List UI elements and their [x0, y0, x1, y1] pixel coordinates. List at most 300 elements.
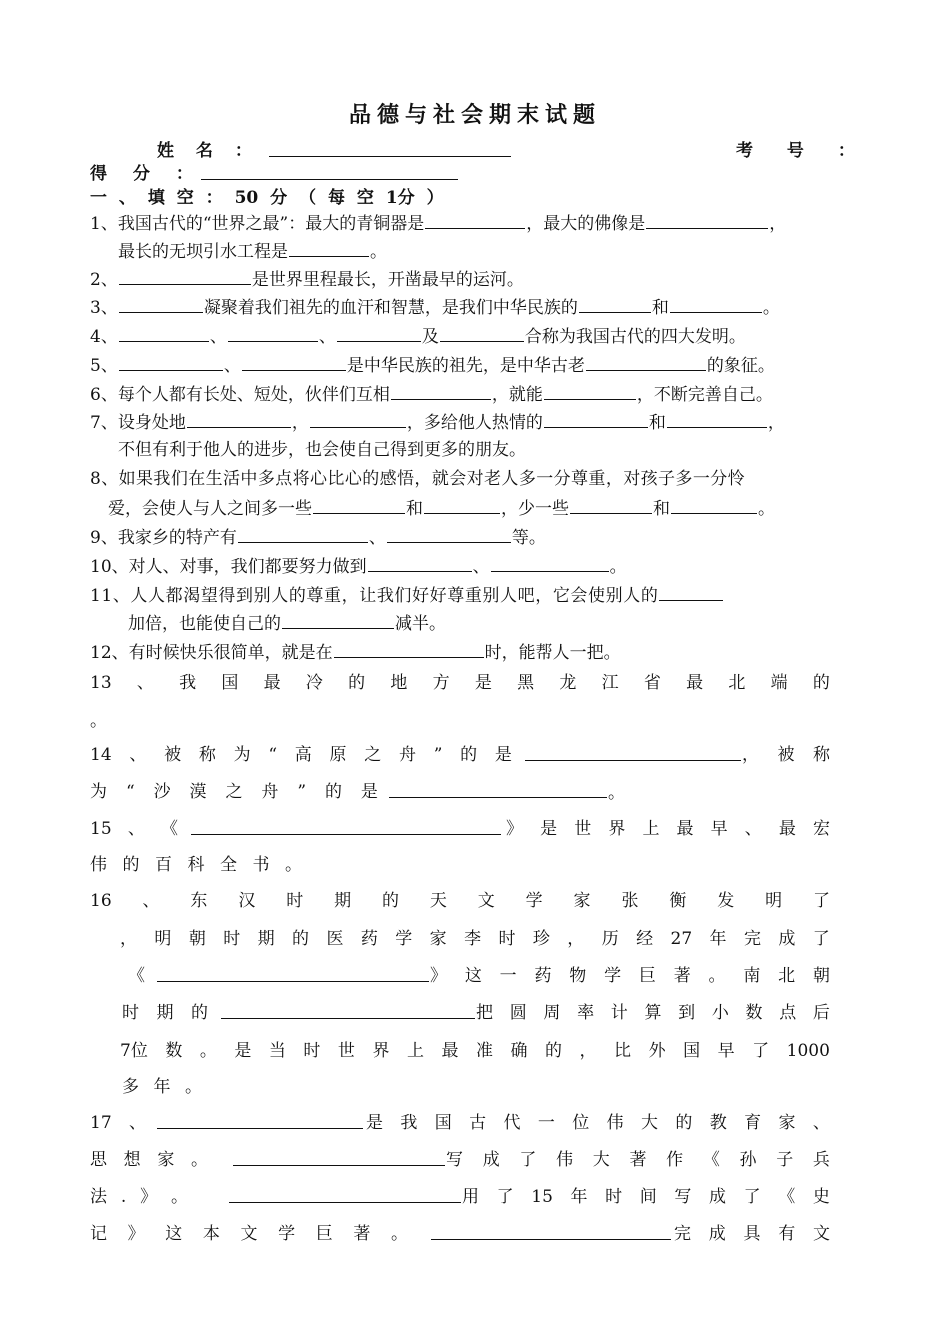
q5-blank-2[interactable]: [242, 354, 346, 371]
q12-text-b: 时，能帮人一把。: [484, 643, 621, 663]
text-char: 是: [366, 1113, 383, 1133]
q3-blank-2[interactable]: [579, 296, 651, 313]
text-char: 伟: [90, 855, 107, 875]
text-char: 发: [717, 891, 735, 911]
text-char: 时: [605, 1187, 623, 1207]
q8-blank-3[interactable]: [570, 497, 652, 514]
question-1: [90, 212, 786, 235]
q3-blank-1[interactable]: [119, 296, 203, 313]
text-char: 界: [608, 819, 626, 839]
text-char: 国: [221, 673, 239, 693]
text-char: 是: [234, 1041, 252, 1061]
text-char: 最: [263, 673, 281, 693]
text-char: 。: [185, 1077, 202, 1097]
text-char: 的: [545, 1041, 563, 1061]
question-16: [90, 890, 830, 912]
text-char: 了: [743, 1187, 761, 1207]
text-char: 周: [543, 1003, 561, 1023]
text-char: 当: [268, 1041, 286, 1061]
q4-blank-2[interactable]: [228, 325, 318, 342]
question-11: [90, 584, 724, 607]
question-16-line2: [120, 928, 830, 950]
text-char: 期: [257, 929, 275, 949]
text-char: 李: [464, 929, 482, 949]
q2-num: 2、: [90, 270, 118, 290]
question-11-cont: [128, 612, 446, 635]
text-char: 江: [601, 673, 619, 693]
q7-blank-2[interactable]: [310, 411, 406, 428]
q11-text-b: 加倍，也能使自己的: [128, 614, 281, 634]
text-char: 北: [778, 966, 796, 986]
q10-blank-1[interactable]: [368, 555, 472, 572]
q5-sep: 、: [223, 356, 241, 376]
q4-text: 合称为我国古代的四大发明。: [524, 327, 746, 347]
question-2: [90, 268, 524, 291]
text-char: 世: [337, 1041, 355, 1061]
text-char: 、: [129, 1113, 146, 1133]
q1-blank-1[interactable]: [425, 212, 525, 229]
text-char: 后: [812, 1003, 830, 1023]
text-char: 是: [360, 782, 378, 802]
text-char: 史: [812, 1187, 830, 1207]
q4-sep-1: 、: [209, 327, 227, 347]
question-8: 8、如果我们在生活中多点将心比心的感悟，就会对老人多一分尊重，对孩子多一分怜: [90, 469, 746, 489]
q9-blank-1[interactable]: [238, 526, 368, 543]
question-17-line4-a: [90, 1223, 408, 1245]
q5-text-d: 的象征。: [706, 356, 775, 376]
text-char: 。: [285, 855, 302, 875]
q9-text: 9、我家乡的特产有: [90, 528, 237, 548]
text-char: 的: [812, 673, 830, 693]
text-char: 端: [770, 673, 788, 693]
text-char: 时: [303, 1041, 321, 1061]
text-char: 成: [482, 1150, 500, 1170]
text-char: 7位: [120, 1041, 148, 1061]
text-char: 、: [142, 891, 160, 911]
text-char: ，: [120, 929, 137, 949]
q3-text-c: 和: [651, 298, 669, 318]
q1-text-c: ，: [769, 214, 787, 234]
text-char: 16: [90, 891, 112, 911]
name-label: 姓 名 ：: [157, 141, 260, 161]
q8-blank-2[interactable]: [424, 497, 500, 514]
text-char: 汉: [238, 891, 256, 911]
q8-blank-4[interactable]: [671, 497, 757, 514]
text-char: 我: [400, 1113, 418, 1133]
text-char: “: [125, 782, 135, 802]
text-char: 子: [776, 1150, 794, 1170]
text-char: 药: [534, 966, 552, 986]
text-char: 了: [496, 1187, 514, 1207]
text-char: ，: [579, 1041, 597, 1061]
exam-number-label: 考 号 ：: [736, 141, 869, 161]
question-5: [90, 354, 775, 377]
q5-num: 5、: [90, 356, 118, 376]
q10-sep: 、: [472, 557, 490, 577]
score-field[interactable]: [201, 163, 458, 180]
q6-text: 6、每个人都有长处、短处，伙伴们互相: [90, 385, 390, 405]
question-6: [90, 383, 773, 406]
text-char: “: [268, 745, 278, 765]
q6-text-c: ，不断完善自己。: [636, 385, 773, 405]
text-char: 的: [381, 891, 399, 911]
text-char: 把: [476, 1003, 493, 1023]
text-char: 外: [648, 1041, 666, 1061]
text-char: 年: [709, 929, 727, 949]
q1-blank-2[interactable]: [646, 212, 768, 229]
text-char: 家: [157, 1150, 175, 1170]
text-char: 小: [711, 1003, 729, 1023]
q3-num: 3、: [90, 298, 118, 318]
text-char: 南: [743, 966, 761, 986]
text-char: 》: [506, 819, 523, 839]
text-char: 时: [223, 929, 241, 949]
text-char: 世: [574, 819, 592, 839]
text-char: 最: [676, 819, 694, 839]
q7-blank-4[interactable]: [667, 411, 767, 428]
text-char: 巨: [638, 966, 656, 986]
text-char: 、: [127, 819, 145, 839]
text-char: 上: [642, 819, 660, 839]
question-9: [90, 526, 546, 549]
text-char: 上: [406, 1041, 424, 1061]
text-char: 早: [717, 1041, 735, 1061]
text-char: 国: [434, 1113, 452, 1133]
question-14-b: [742, 744, 830, 766]
q12-blank-1[interactable]: [334, 641, 484, 658]
q6-text-b: ，就能: [491, 385, 543, 405]
q15-blank-1[interactable]: [191, 818, 501, 835]
q4-sep-3: 及: [421, 327, 439, 347]
text-char: 著: [353, 1224, 371, 1244]
text-char: 珍: [532, 929, 550, 949]
text-char: 原: [329, 745, 347, 765]
text-char: 早: [710, 819, 728, 839]
q14-blank-1[interactable]: [525, 744, 741, 761]
question-16-line6: [122, 1076, 202, 1098]
text-char: 法: [90, 1187, 107, 1207]
text-char: 的: [460, 745, 478, 765]
text-char: 张: [621, 891, 639, 911]
text-char: 国: [683, 1041, 701, 1061]
text-char: 。: [199, 1041, 217, 1061]
question-17-b: [366, 1112, 830, 1134]
text-char: 经: [636, 929, 654, 949]
question-13: [90, 672, 830, 694]
text-char: 圆: [509, 1003, 527, 1023]
text-char: 医: [326, 929, 344, 949]
question-4: [90, 325, 746, 348]
text-char: 界: [372, 1041, 390, 1061]
text-char: 著: [673, 966, 691, 986]
q12-text: 12、有时候快乐很简单，就是在: [90, 643, 333, 663]
text-char: 》: [430, 966, 447, 986]
text-char: 的: [122, 855, 140, 875]
text-char: 家: [573, 891, 591, 911]
text-char: 天: [429, 891, 447, 911]
text-char: 写: [674, 1187, 692, 1207]
text-char: 我: [179, 673, 197, 693]
text-char: 完: [743, 929, 761, 949]
question-3: [90, 296, 780, 319]
text-char: 计: [610, 1003, 628, 1023]
q7-blank-1[interactable]: [187, 411, 291, 428]
q17-blank-4[interactable]: [431, 1223, 671, 1240]
text-char: 《: [128, 966, 145, 986]
text-char: 比: [614, 1041, 632, 1061]
text-char: 了: [813, 891, 830, 911]
text-char: 年: [153, 1077, 171, 1097]
text-char: 朝: [812, 966, 830, 986]
text-char: 写: [446, 1150, 463, 1170]
text-char: 多: [122, 1077, 139, 1097]
question-17-line3-b: [462, 1186, 830, 1208]
text-char: 科: [187, 855, 205, 875]
text-char: ，: [742, 745, 759, 765]
text-char: 高: [294, 745, 312, 765]
question-17-line4-b: [674, 1223, 830, 1245]
q9-blank-2[interactable]: [387, 526, 511, 543]
text-char: 漠: [189, 782, 207, 802]
q1-blank-3[interactable]: [289, 240, 369, 257]
text-char: 伟: [606, 1113, 624, 1133]
q2-text: 是世界里程最长，开凿最早的运河。: [251, 270, 524, 290]
text-char: 之: [364, 745, 382, 765]
text-char: 育: [744, 1113, 762, 1133]
text-char: 书: [252, 855, 270, 875]
text-char: 了: [812, 929, 830, 949]
text-char: 间: [639, 1187, 657, 1207]
q8-text-c: 和: [406, 499, 423, 519]
question-1-cont: [118, 240, 387, 263]
q3-blank-3[interactable]: [670, 296, 762, 313]
text-char: 北: [728, 673, 746, 693]
text-char: 数: [745, 1003, 763, 1023]
text-char: .: [120, 1187, 127, 1207]
text-char: 冷: [305, 673, 323, 693]
text-char: 全: [220, 855, 237, 875]
text-char: ，: [567, 929, 585, 949]
question-16-line3-b: [430, 965, 830, 987]
text-char: 物: [569, 966, 587, 986]
text-char: 黑: [517, 673, 535, 693]
text-char: 最: [441, 1041, 459, 1061]
text-char: 家: [429, 929, 447, 949]
text-char: 》: [127, 1224, 145, 1244]
text-char: 完: [674, 1224, 691, 1244]
text-char: 一: [537, 1113, 555, 1133]
question-10: [90, 555, 627, 578]
text-char: 《: [160, 819, 178, 839]
text-char: 学: [395, 929, 413, 949]
q6-blank-1[interactable]: [391, 383, 491, 400]
text-char: 代: [503, 1113, 521, 1133]
question-15: [90, 818, 178, 840]
q11-text: 11、人人都渴望得到别人的尊重，让我们好好尊重别人吧，它会使别人的: [90, 586, 659, 606]
text-char: 学: [604, 966, 622, 986]
q5-blank-1[interactable]: [119, 354, 223, 371]
question-16-line4-a: [122, 1002, 208, 1024]
question-17-line2-a: [90, 1149, 208, 1171]
text-char: 有: [778, 1224, 796, 1244]
text-char: 沙: [153, 782, 171, 802]
question-16-line5: [120, 1040, 830, 1062]
text-char: 1000: [786, 1041, 830, 1061]
text-char: 13: [90, 673, 112, 693]
score-label: 得 分 ：: [90, 164, 203, 184]
name-field[interactable]: [269, 140, 511, 157]
page-title: 品德与社会期末试题: [348, 102, 601, 128]
text-char: 衡: [669, 891, 687, 911]
q5-text: 是中华民族的祖先，是中华古老: [346, 356, 585, 376]
q7-text-c: ，多给他人热情的: [406, 413, 543, 433]
text-char: 成: [778, 929, 796, 949]
text-char: 之: [225, 782, 243, 802]
question-8-cont: [108, 497, 775, 520]
text-char: 。: [708, 966, 726, 986]
text-char: 这: [165, 1224, 183, 1244]
q10-text: 10、对人、对事，我们都要努力做到: [90, 557, 367, 577]
q14-blank-2[interactable]: [389, 781, 607, 798]
question-12: [90, 641, 621, 664]
q6-blank-2[interactable]: [544, 383, 636, 400]
text-char: 孙: [739, 1150, 757, 1170]
text-char: 为: [233, 745, 251, 765]
text-char: 17: [90, 1113, 112, 1133]
text-char: 文: [477, 891, 495, 911]
text-char: 的: [675, 1113, 693, 1133]
text-char: 的: [191, 1003, 208, 1023]
text-char: 作: [666, 1150, 684, 1170]
text-char: 被: [777, 745, 795, 765]
question-16-line3-a: [128, 965, 148, 987]
text-char: 舟: [261, 782, 279, 802]
q8-text-b: 爱，会使人与人之间多一些: [108, 499, 312, 519]
question-17-line3-a: [90, 1186, 188, 1208]
text-char: 大: [641, 1113, 658, 1133]
text-char: 巨: [315, 1224, 333, 1244]
text-char: 成: [708, 1224, 726, 1244]
q4-blank-3[interactable]: [337, 325, 421, 342]
text-char: 的: [348, 673, 366, 693]
text-char: 舟: [398, 745, 416, 765]
text-char: 15: [531, 1187, 553, 1207]
q9-text-c: 等。: [511, 528, 546, 548]
text-char: 文: [813, 1224, 830, 1244]
text-char: 宏: [812, 819, 830, 839]
text-char: 、: [129, 745, 147, 765]
text-char: 文: [240, 1224, 258, 1244]
q1-text-b: ，最大的佛像是: [526, 214, 646, 234]
text-char: 时: [286, 891, 304, 911]
text-char: 14: [90, 745, 112, 765]
q17-blank-1[interactable]: [157, 1112, 363, 1129]
text-char: 明: [765, 891, 783, 911]
text-char: 兵: [812, 1150, 830, 1170]
text-char: 思: [90, 1150, 107, 1170]
q16-blank-2[interactable]: [221, 1002, 475, 1019]
q7-text: 7、设身处地: [90, 413, 186, 433]
text-char: 最: [778, 819, 796, 839]
q4-num: 4、: [90, 327, 118, 347]
text-char: 期: [334, 891, 352, 911]
text-char: 成: [709, 1187, 727, 1207]
text-char: 本: [202, 1224, 220, 1244]
text-char: 著: [629, 1150, 647, 1170]
text-char: 用: [462, 1187, 479, 1207]
text-char: 药: [360, 929, 378, 949]
text-char: 率: [577, 1003, 595, 1023]
q10-blank-2[interactable]: [491, 555, 609, 572]
text-char: 龙: [559, 673, 577, 693]
text-char: 算: [644, 1003, 662, 1023]
text-char: 时: [122, 1003, 139, 1023]
q5-blank-3[interactable]: [586, 354, 706, 371]
q7-text-e: ，: [767, 413, 785, 433]
text-char: ”: [297, 782, 307, 802]
text-char: 是: [540, 819, 558, 839]
q17-blank-3[interactable]: [229, 1186, 461, 1203]
text-char: 《: [778, 1187, 796, 1207]
text-char: 确: [510, 1041, 528, 1061]
q8-text-f: 。: [758, 499, 775, 519]
text-char: 是: [474, 673, 492, 693]
q2-blank-1[interactable]: [119, 268, 251, 285]
q4-blank-1[interactable]: [119, 325, 209, 342]
text-char: 一: [499, 966, 517, 986]
q1-text-e: 。: [370, 242, 387, 262]
q17-blank-2[interactable]: [233, 1149, 445, 1166]
text-char: 东: [190, 891, 208, 911]
question-16-line4-b: [476, 1002, 830, 1024]
q3-text-d: 。: [762, 298, 780, 318]
text-char: 时: [498, 929, 516, 949]
q10-text-c: 。: [609, 557, 627, 577]
q8-blank-1[interactable]: [313, 497, 405, 514]
text-char: 点: [779, 1003, 797, 1023]
text-char: 准: [475, 1041, 493, 1061]
q4-blank-4[interactable]: [440, 325, 524, 342]
text-char: 到: [678, 1003, 696, 1023]
q7-blank-3[interactable]: [544, 411, 648, 428]
text-char: ”: [433, 745, 443, 765]
q1-text-d: 最长的无坝引水工程是: [118, 242, 288, 262]
q11-blank-2[interactable]: [282, 612, 394, 629]
question-14-cont: [90, 781, 378, 803]
q3-text: 凝聚着我们祖先的血汗和智慧，是我们中华民族的: [203, 298, 578, 318]
text-char: 记: [90, 1224, 107, 1244]
text-char: 15: [90, 819, 112, 839]
text-char: 的: [324, 782, 342, 802]
question-13-cont: 。: [90, 711, 107, 731]
text-char: 家: [778, 1113, 796, 1133]
q11-blank-1[interactable]: [659, 584, 723, 601]
text-char: 》: [140, 1187, 158, 1207]
q9-sep: 、: [368, 528, 386, 548]
text-char: 省: [643, 673, 661, 693]
text-char: 学: [525, 891, 543, 911]
text-char: 方: [432, 673, 450, 693]
text-char: 这: [464, 966, 482, 986]
text-char: 百: [155, 855, 172, 875]
text-char: 明: [154, 929, 172, 949]
q1-text: 1、我国古代的“世界之最”：最大的青铜器是: [90, 214, 425, 234]
text-char: 了: [752, 1041, 770, 1061]
q11-text-c: 减半。: [395, 614, 446, 634]
q14-end: 。: [608, 783, 625, 803]
text-char: 最: [686, 673, 704, 693]
q16-blank-1[interactable]: [157, 965, 429, 982]
